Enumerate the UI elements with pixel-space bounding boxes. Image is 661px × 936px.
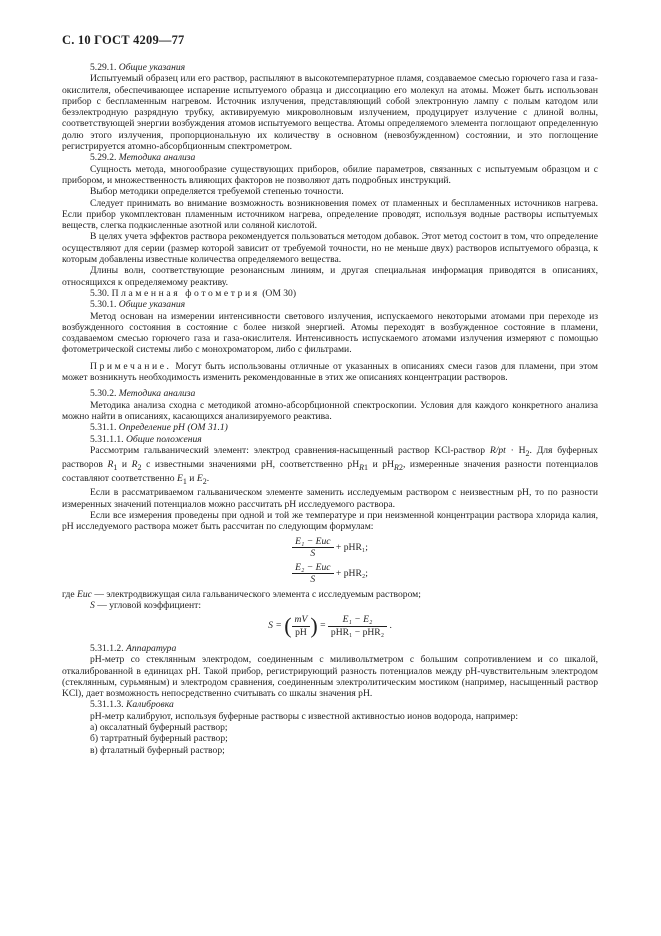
where-clause: где Eис — электродвижущая сила гальванического элемента с исследуемым раствором; [62,588,421,600]
section-heading: 5.29.1. Общие указания [90,62,186,73]
paragraph: Следует принимать во внимание возможность возникновения помех от пламенных и беспламенных источников нагрева. Если прибор укомплектован пламенным источником нагрева, определение проводят, используя водные растворы испытуемых веществ, слегка подкисленные азотной или соляной кислотой. [62,197,598,232]
section-heading: 5.29.2. Методика анализа [90,152,196,164]
page-header: С. 10 ГОСТ 4209—77 [62,33,185,47]
note: Примечание. Могут быть использованы отличные от указанных в описаниях смеси газов для пламени, при этом может возникнуть необходимость изменить рекомендованные в этих же описаниях концентрации растворов. [62,360,598,384]
section-heading: 5.30.1. Общие указания [90,299,186,311]
list-item: а) оксалатный буферный раствор; [90,722,228,734]
paragraph: Сущность метода, многообразие существующих приборов, обилие параметров, связанных с испытуемым образцом и с прибором, и множественность влияющих факторов не позволяют дать подробных инструкций. [62,163,598,186]
paragraph: pH-метр калибруют, используя буферные растворы с известной активностью ионов водорода, например: [90,710,519,722]
list-item: б) тартратный буферный раствор; [90,733,228,745]
paragraph: Если все измерения проведены при одной и той же температуре и при неизменной концентрации раствора хлорида калия, pH исследуемого раствора может быть рассчитан по следующим формулам: [62,510,598,533]
paragraph: pH-метр со стеклянным электродом, соединенным с миливольтметром с большим сопротивлением и со шкалой, откалиброванной в единицах pH. Такой прибор, регистрирующий разность потенциалов между pH-чувствительным электродом (стеклянным, сурьмяным) и электродом сравнения, соединенным электролитическим мостиком (например, насыщенный раствор KCl), дает возможность непосредственно считывать со шкалы значения pH. [62,654,598,700]
paragraph: Испытуемый образец или его раствор, распыляют в высокотемпературное пламя, создаваемое смесью горючего газа и газа-окислителя, обеспечивающее испарение испытуемого образца и диссоциацию его молекул на атомы. Может быть использован прибор с беспламенным нагревом. Источник излучения, представляющий собой электронную лампу с полым катодом или безэлектродную разрядную трубку, активируемую микроволновым излучением, продуцирует излучение с длиной волны, соответствующей энергии возбуждения атомов испытуемого вещества. Атомы определяемого элемента поглощают определенную долю этого излучения, пропорциональную их количеству в основном (невозбужденном) состоянии, и это поглощение регистрируется атомно-абсорбционным спектрометром. [62,73,598,153]
section-heading: 5.30. Пламенная фотометрия (ОМ 30) [90,287,297,299]
formula-3: S = ( $\frac{mV}{pH}$ ) = $\frac{\text{E₁ − E₂}}{\text{pHR₁ − pHR₂}}$ . [268,613,392,639]
paragraph: Рассмотрим гальванический элемент: электрод сравнения-насыщенный раствор KCl-раствор $R/pt \cdot H_2$. Для буферных растворов $R_1$ и $R_2$ с известными значениями pH, соответственно $pH_{R1}$ и $pH_{R2}$, измеренные значения разности потенциалов составляют соответственно $E_1$ и $E_2$. [62,444,599,487]
formula-2: $\frac{\text{E₂ − Eис}}{S}$ + pHR₂; [62,562,598,586]
formula-1: $\frac{\text{E₁ − Eис}}{S}$ + pHR₁; [62,536,598,560]
paragraph: В целях учета эффектов раствора рекомендуется пользоваться методом добавок. Этот метод состоит в том, что определение осуществляют для серии (размер которой зависит от требуемой точности, но не меньше двух) растворов испытуемого образца, к которым добавлены известные количества определяемого вещества. [62,231,598,266]
section-heading: 5.31.1. Определение pH (ОМ 31.1) [90,422,228,434]
section-heading: 5.31.1.2. Аппаратура [90,642,177,654]
section-heading: 5.31.1.3. Калибровка [90,699,174,711]
paragraph: Если в рассматриваемом гальваническом элементе заменить исследуемым раствором с неизвестным pH, то по разности измеренных значений потенциалов можно рассчитать pH исследуемого раствора. [62,487,598,510]
section-heading: 5.31.1.1. Общие положения [90,433,202,445]
paragraph: Длины волн, соответствующие резонансным линиям, и другая специальная информация приводятся в описаниях, относящихся к определяемому реактиву. [62,265,598,288]
where-clause: S — угловой коэффициент: [90,600,201,612]
list-item: в) фталатный буферный раствор; [90,744,225,756]
paragraph: Метод основан на измерении интенсивности светового излучения, испускаемого некоторыми атомами при переходе из возбужденного состояния в состояние с более низкой энергией. Атомы переходят в возбужденное состояние в пламени, создаваемом смесью горючего газа и газа-окислителя. Интенсивность испускаемого атомами излучения измеряют с помощью фотометрической системы либо с монохроматором, либо с фильтрами. [62,310,598,356]
paragraph: Выбор методики определяется требуемой степенью точности. [90,186,344,198]
paragraph: Методика анализа сходна с методикой атомно-абсорбционной спектроскопии. Условия для каждого конкретного анализа можно найти в описаниях, касающихся анализируемого реактива. [62,399,598,422]
document-body [62,62,598,756]
section-heading: 5.30.2. Методика анализа [90,388,196,400]
